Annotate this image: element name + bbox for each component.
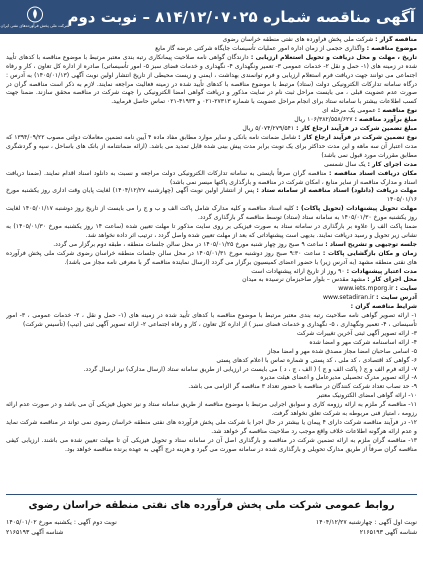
flame-logo-icon bbox=[23, 6, 47, 23]
logo-text: شرکت ملی پخش فرآورده‌های نفتی ایران bbox=[0, 23, 70, 28]
paragraph-text: مشهد مقدس – بلوار صاحبزمان نرسیده به میدان bbox=[242, 276, 366, 284]
notice-paragraph bbox=[6, 348, 417, 357]
paragraph-text: دارندگان گواهی نامه صلاحیت پیمانکاری رتبه بندی معتبر مرتبط با موضوع مناقصه با کدهای تأیید شده در زمینه های (۱- حمل و نقل ۲- خدمات عمومی ۳- تعمیر ونگهداری ۴- نگهداری و خدمات فضای سبز ۵- امور تأسیساتی) صادره از اداره کل تعاون ، کار و رفاه اجتماعی می توانند جهت دریافت فرم استعلام ارزیابی و فرم توانمندی بهداشت ، ایمنی و زیست محیطی از تاریخ انتشار اولین نوبت آگهی (۱۴۰۵/۰۱/۱۳) به آدرس : درگاه سامانه تدارکات الکترونیکی دولت (ستاد) مرتبط با موضوع مناقصه با کدهای تأیید شده در زمینه فعالیت مراجعه نمایند. لازم به ذکر است مناقصه گران در صورت عدم عضویت قبلی ، می بایست مراحل ثبت نام در سایت مذکور و دریافت گواهی امضا الکترونیکی را جهت شرکت در مناقصه محقق سازند. ضمنا جهت کسب اطلاعات بیشتر با سامانه ستاد برای انجام مراحل عضویت با شماره ۲۷۳۱۳-۰۲۱ و ۴۱۹۳۴-۰۲۱ تماس حاصل فرمایید. bbox=[6, 53, 417, 106]
notice-paragraph bbox=[6, 285, 417, 294]
paragraph-text: ۱- ارائه تصویر گواهی نامه صلاحیت رتبه بندی معتبر مرتبط با موضوع مناقصه با کدهای تأیید شده در زمینه های (۱- حمل و نقل ، ۲- خدمات عمومی ، ۳- امور تأسیساتی ، ۴- تعمیر ونگهداری ، ۵- نگهداری و خدمات فضای سبز ) از اداره کل تعاون ، کار و رفاه اجتماعی ۲- ارائه تصویر آگهی ثبتی (تیپ) (تأسیس شرکت) bbox=[6, 312, 417, 328]
notice-paragraph bbox=[6, 125, 417, 134]
paragraph-text: ۳- ارائه تصویر آگهی ثبتی آخرین تغییرات شرکت bbox=[296, 329, 417, 337]
paragraph-label: نوع تضمین شرکت در فرآیند ارجاع کار : bbox=[298, 133, 417, 141]
paragraph-text: ۹- حد نصاب تعداد شرکت کنندگان در مناقصه با حضور تعداد ۳ مناقصه گر الزامی می باشد. bbox=[188, 383, 417, 391]
notice-paragraph bbox=[6, 116, 417, 125]
paragraph-text: شامل ضمانت نامه بانکی و سایر موارد مطابق مفاد ماده ۴ آیین نامه تضمین معاملات دولتی مصوب ۱۳۹۴/۰۹/۲۲ که مدت اعتبار آن سه ماهه و این مدت حداکثر برای یک نوبت برابر مدت پیش بینی شده قابل تمدید می باشد. (ارائه ضمانتنامه از بانک های باساحل ، سپه و گردشگری مطابق مقررات مورد قبول نمی باشد) bbox=[6, 133, 417, 159]
paragraph-text: www.setadiran.ir bbox=[323, 294, 375, 302]
footer-title: روابط عمومی شرکت ملی پخش فرآورده های نفتی منطقه خراسان رضوی bbox=[28, 500, 395, 511]
paragraph-label: مهلت تحویل پیشنهادات (تحویل پاکات) : bbox=[296, 205, 417, 213]
paragraph-label: جلسه توجیهی و تشریح اسناد : bbox=[325, 240, 417, 248]
paragraph-label: مدت اعتبار پیشنهادات : bbox=[346, 267, 417, 275]
paragraph-text: ۱۳- مناقصه گران ملزم به ارائه تضمین شرکت در مناقصه و بارگذاری اصل آن در سامانه ستاد و تحویل فیزیکی آن تا مهلت تعیین شده می باشند. ارزیابی کیفی مناقصه گران صرفاً از طریق مدارک تحویلی و بارگذاری شده در سامانه صورت می گیرد و هزینه درج آگهی به عهده برنده مناقصه خواهد بود. bbox=[6, 436, 417, 453]
notice-paragraph bbox=[6, 303, 417, 312]
paragraph-label: سایت : bbox=[395, 285, 417, 293]
paragraph-text: www.iets.mporg.ir bbox=[338, 285, 394, 293]
paragraph-text: ۶- گواهی کد اقتصادی ، کد ملی ، کد پستی و شماره تماس با اعلام کدهای پستی bbox=[216, 356, 417, 364]
notice-paragraph bbox=[6, 250, 417, 268]
first-publication-date: نوبت اول آگهی : چهارشنبه ۱۴۰۴/۱۲/۲۷ bbox=[315, 519, 417, 526]
notice-id: شناسه آگهی ۲۱۶۵۱۹۳ bbox=[359, 529, 417, 536]
notice-paragraph bbox=[6, 223, 417, 241]
notice-paragraph bbox=[6, 170, 417, 188]
notice-paragraph bbox=[6, 107, 417, 116]
paragraph-label: مکان دریافت اسناد مناقصه : bbox=[328, 169, 417, 177]
paragraph-label: نوع مناقصه : bbox=[377, 107, 417, 115]
paragraph-text: مناقصه گران صرفاً بایستی به سامانه تدارکات الکترونیکی دولت مراجعه و نسبت به دانلود اسناد اقدام نمایند. (ضمنا دریافت اسناد و مدارک مناقصه از سایر منابع ، امکان شرکت در مناقصه و بارگذاری پاکتها میسر نمی باشد) bbox=[6, 169, 417, 186]
notice-paragraph bbox=[6, 276, 417, 285]
paragraph-text: ۱۲- در فرآیند مناقصه شرکت دارای ۴ پیمان یا بیشتر در حال اجرا با شرکت ملی پخش فرآورده های نفتی منطقه خراسان رضوی نمی تواند در مناقصه شرکت نماید و عدم ارائه هرگونه اطلاعات خلاف واقع موجب رد صلاحیت مناقصه گر خواهد شد. bbox=[6, 418, 417, 435]
notice-paragraph bbox=[6, 134, 417, 161]
notice-paragraph bbox=[6, 161, 417, 170]
paragraph-text: ساعت ۹ صبح روز چهار شنبه مورخ ۱۴۰۵/۰۱/۲۵ در محل سالن جلسات منطقه ، طبقه دوم برگزار می گردد. bbox=[53, 240, 324, 248]
notice-paragraph bbox=[6, 36, 417, 45]
paragraph-label: زمان و مکان بازگشایی پاکات : bbox=[322, 249, 417, 257]
paragraph-label: موضوع مناقصه : bbox=[366, 44, 417, 52]
paragraph-label: محل اجرای کار : bbox=[367, 276, 417, 284]
paragraph-label: مهلت دریافت (دانلود) اسناد مناقصه از سامانه ستاد : bbox=[256, 187, 417, 195]
notice-paragraph bbox=[6, 45, 417, 54]
notice-header bbox=[0, 0, 423, 34]
notice-paragraph bbox=[6, 339, 417, 348]
notice-paragraph bbox=[6, 383, 417, 392]
notice-paragraph bbox=[6, 357, 417, 366]
paragraph-text: شرکت ملی پخش فرآورده های نفتی منطقه خراسان رضوی bbox=[222, 36, 374, 43]
notice-paragraph bbox=[6, 374, 417, 383]
footer-info bbox=[6, 518, 417, 538]
company-logo bbox=[0, 2, 70, 32]
paragraph-text: پس از انتشار اولین نوبت آگهی (چهارشنبه ۱۴۰۴/۱۲/۲۷) لغایت پایان وقت اداری روز یکشنبه مورخ ۱۴۰۵/۰۱/۱۶ bbox=[6, 187, 417, 204]
paragraph-label: مبلغ برآورد مناقصه : bbox=[354, 116, 417, 124]
second-publication-date: نوبت دوم آگهی : یکشنبه مورخ ۱۴۰۵/۰۱/۰۲ bbox=[6, 519, 117, 526]
paragraph-text: ۱۰- ارائه گواهی امضای الکترونیک معتبر bbox=[317, 392, 417, 400]
paragraph-text: ۷- ارائه فرم الف و ج ( پاکت الف و ج ) ( الف ، ج ، د ) می بایست در ارزیابی از طریق سامانه ستاد (ارسال مدارک) نیز ارسال گردد. bbox=[83, 365, 417, 373]
notice-id-2: شناسه آگهی ۲۱۶۵۱۹۳ bbox=[6, 529, 64, 536]
paragraph-text: ۱۱- مناقصه گر ملزم به ارائه رزومه کاری و سوابق اجرایی مرتبط با موضوع مناقصه از طریق سامانه ستاد و نیز تحویل فیزیکی آن می باشد و در صورت عدم ارائه رزومه ، امتیاز فنی مربوطه به شرکت تعلق نخواهد گرفت. bbox=[6, 401, 417, 418]
notice-paragraph bbox=[6, 187, 417, 205]
notice-paragraph bbox=[6, 54, 417, 107]
notice-paragraph bbox=[6, 294, 417, 303]
notice-paragraph bbox=[6, 419, 417, 437]
footer-divider bbox=[6, 494, 417, 495]
paragraph-text: یک سال شمسی bbox=[323, 160, 366, 168]
paragraph-text: کلیه اسناد مناقصه و کلیه مدارک شامل پاکت الف و ب و ج را می بایست از تاریخ روز دوشنبه ۱۴۰۵/۰۱/۱۷ لغایت روز یکشنبه مورخ ۱۴۰۵/۰۱/۳۰ به سامانه ستاد (ستاد) توسط مناقصه گر بارگذاری گردد. bbox=[6, 205, 417, 222]
notice-paragraph bbox=[6, 205, 417, 223]
paragraph-text: واگذاری حجمی از زمان اداره امور عملیات تأسیسات جایگاه شرکتی عرضه گاز مایع bbox=[155, 44, 365, 52]
paragraph-text: ۹۰ روز از تاریخ ارائه پیشنهادات است bbox=[251, 267, 345, 275]
paragraph-text: ضمنا پاکت الف را علاوه بر بارگذاری در سامانه ستاد به صورت فیزیکی بر روی سایت مذکور تا مهلت تعیین شده (ساعت ۱۴ روز یکشنبه مورخ ۱۴۰۵/۰۱/۳۰) به نشانی زیر تحویل و رسید دریافت نمایند. بدیهی است پیشنهاداتی که بعد از مهلت تعیین شده واصل گردد ، ترتیب اثر داده نخواهد شد. bbox=[6, 223, 417, 239]
paragraph-text: ۴- ارائه اساسنامه شرکت مهر و امضا شده bbox=[309, 338, 417, 346]
paragraph-text: ۱۰۶/۳۸۲/۵۵۸/۶۲۷ ریال bbox=[294, 116, 353, 124]
notice-paragraph bbox=[6, 312, 417, 330]
notice-paragraph bbox=[6, 330, 417, 339]
paragraph-label: آدرس سایت : bbox=[376, 294, 417, 302]
paragraph-text: عمومی یک مرحله ای bbox=[322, 107, 376, 115]
paragraph-text: ۸- ارائه تصویر مدرک تحصیلی مدیرعامل و اعضای هیئت مدیره bbox=[260, 374, 417, 382]
paragraph-text: ۵/۰۷۴/۲۷۹/۵۴۱ ریال bbox=[242, 125, 295, 133]
paragraph-text: ۵- اسامی صاحبان امضا مجاز مصدق شده مهر و امضا مجاز bbox=[267, 347, 417, 355]
paragraph-text: ساعت ۹:۳۰ صبح روز دوشنبه مورخ ۱۴۰۵/۰۱/۳۱ در محل سالن جلسات منطقه خراسان رضوی شرکت ملی پخش فرآورده های نفتی منطقه مشهد (به آدرس زیر) با حضور اعضای کمیسیون برگزار می گردد (ارسال نماینده مناقصه گر با معرفی نامه مجاز می باشد). bbox=[6, 249, 417, 266]
paragraph-label: مدت اجرای کار : bbox=[367, 160, 417, 168]
notice-paragraph bbox=[6, 241, 417, 250]
notice-title: آگهی مناقصه شماره ۸۱۴/۱۲/۰۷۰۲۵ – نوبت دوم bbox=[67, 8, 415, 26]
notice-paragraph bbox=[6, 437, 417, 455]
paragraph-label: مناقصه گزار : bbox=[375, 36, 417, 43]
notice-paragraph bbox=[6, 401, 417, 419]
paragraph-label: تاریخ ، مهلت و محل دریافت و تحویل استعلام ارزیابی : bbox=[250, 53, 417, 61]
notice-paragraph bbox=[6, 268, 417, 277]
notice-paragraph bbox=[6, 392, 417, 401]
paragraph-label: مبلغ تضمین شرکت در فرآیند ارجاع کار : bbox=[296, 125, 417, 133]
notice-body bbox=[6, 36, 417, 490]
paragraph-label: شرایط مناقصه گران : bbox=[350, 303, 417, 311]
